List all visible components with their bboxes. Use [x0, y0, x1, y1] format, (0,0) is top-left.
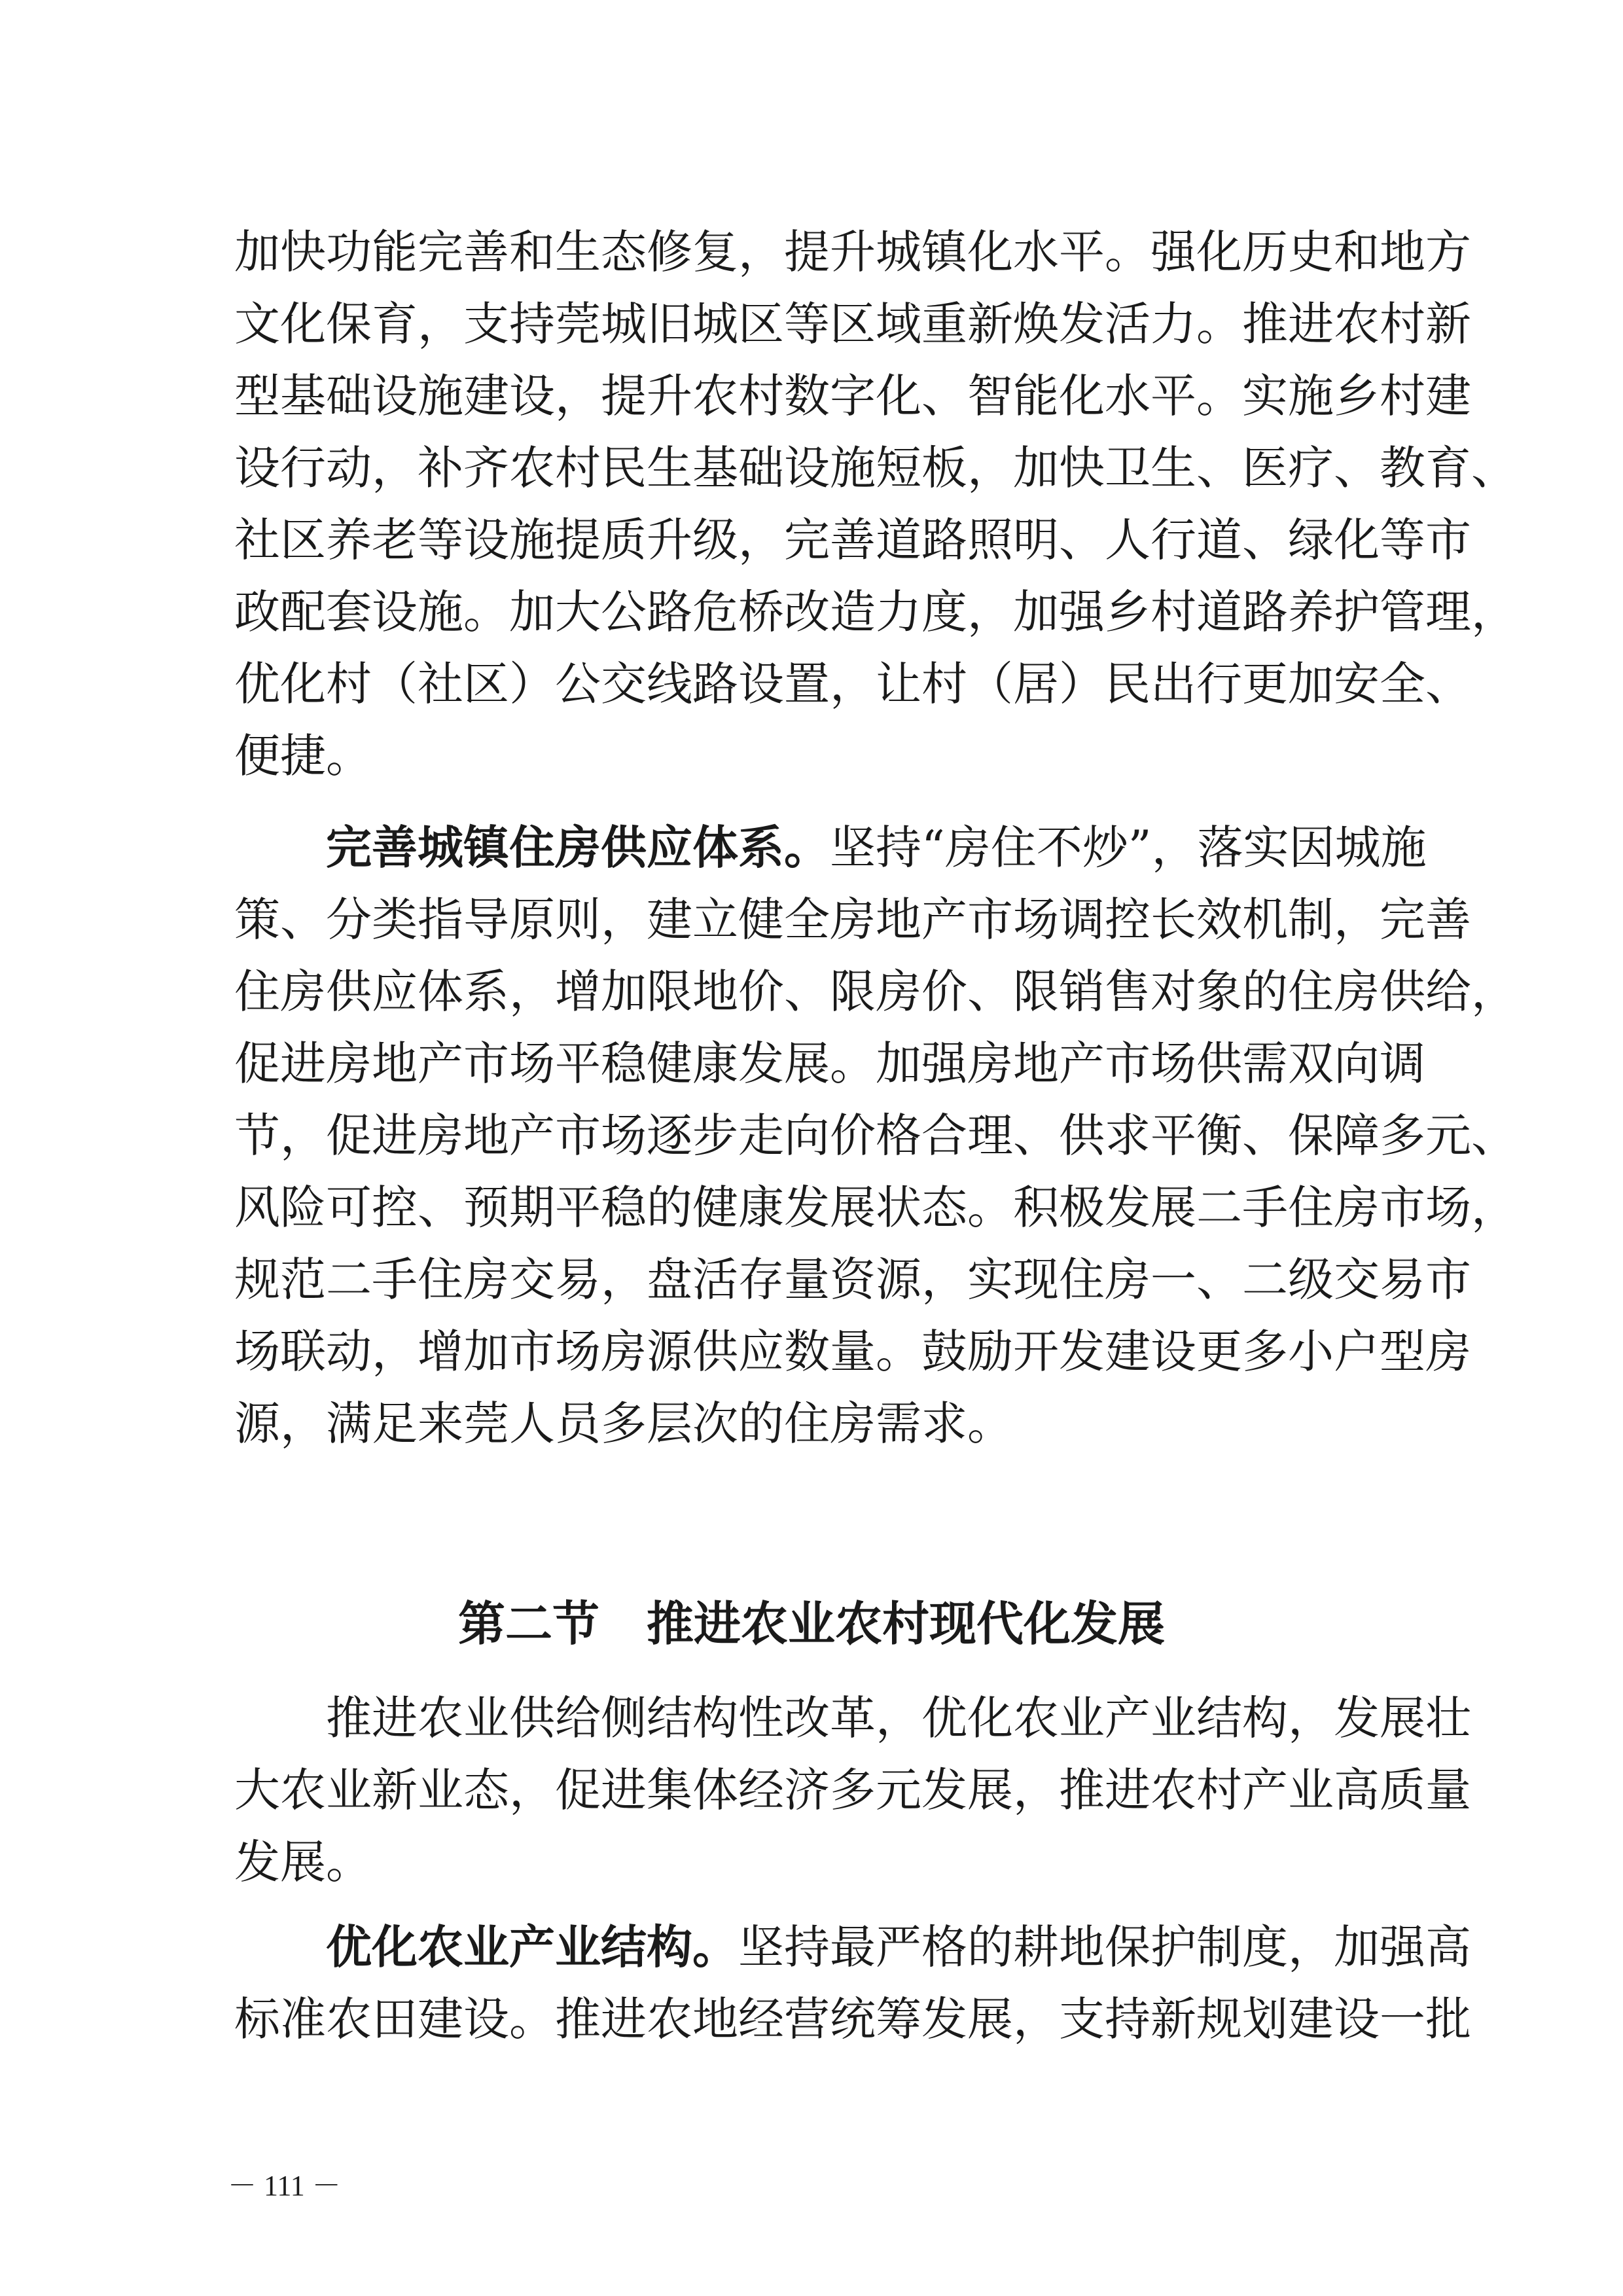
section-heading: 第二节 推进农业农村现代化发展: [457, 1596, 1165, 1651]
page-number: － 111 －: [228, 2170, 341, 2202]
paragraph-text: 坚持最严格的耕地保护制度，加强高: [738, 1920, 1471, 1974]
paragraph-line: 加快功能完善和生态修复，提升城镇化水平。强化历史和地方: [234, 225, 1471, 279]
paragraph-line: 便捷。: [234, 729, 372, 783]
paragraph-line: 策、分类指导原则，建立健全房地产市场调控长效机制，完善: [234, 893, 1471, 946]
paragraph-line: 政配套设施。加大公路危桥改造力度，加强乡村道路养护管理，: [234, 585, 1517, 639]
paragraph-first-line: [326, 1911, 1471, 1983]
paragraph-line: 文化保育，支持莞城旧城区等区域重新焕发活力。推进农村新: [234, 297, 1471, 351]
paragraph-line: 设行动，补齐农村民生基础设施短板，加快卫生、医疗、教育、: [234, 441, 1517, 495]
paragraph-line: 大农业新业态，促进集体经济多元发展，推进农村产业高质量: [234, 1763, 1471, 1817]
paragraph-text: 坚持“房住不炒”，落实因城施: [830, 821, 1427, 874]
paragraph-line: 源，满足来莞人员多层次的住房需求。: [234, 1397, 1013, 1450]
paragraph-line: 规范二手住房交易，盘活存量资源，实现住房一、二级交易市: [234, 1253, 1471, 1306]
paragraph-line: 场联动，增加市场房源供应数量。鼓励开发建设更多小户型房: [234, 1325, 1471, 1378]
paragraph-line: 社区养老等设施提质升级，完善道路照明、人行道、绿化等市: [234, 513, 1471, 567]
paragraph-line: 优化村（社区）公交线路设置，让村（居）民出行更加安全、: [234, 657, 1471, 711]
paragraph-line: 型基础设施建设，提升农村数字化、智能化水平。实施乡村建: [234, 369, 1471, 423]
paragraph-line: 节，促进房地产市场逐步走向价格合理、供求平衡、保障多元、: [234, 1109, 1517, 1162]
paragraph-first-line: 推进农业供给侧结构性改革，优化农业产业结构，发展壮: [326, 1691, 1471, 1745]
paragraph-line: 发展。: [234, 1835, 372, 1889]
paragraph-line: 促进房地产市场平稳健康发展。加强房地产市场供需双向调: [234, 1037, 1425, 1090]
paragraph-first-line: [326, 812, 1427, 884]
paragraph-line: 住房供应体系，增加限地价、限房价、限销售对象的住房供给，: [234, 965, 1517, 1018]
paragraph-lead-title: 完善城镇住房供应体系。: [326, 820, 830, 874]
paragraph-line: 风险可控、预期平稳的健康发展状态。积极发展二手住房市场，: [234, 1181, 1517, 1234]
paragraph-line: 标准农田建设。推进农地经营统筹发展，支持新规划建设一批: [234, 1992, 1471, 2046]
paragraph-lead-title: 优化农业产业结构。: [326, 1920, 738, 1974]
